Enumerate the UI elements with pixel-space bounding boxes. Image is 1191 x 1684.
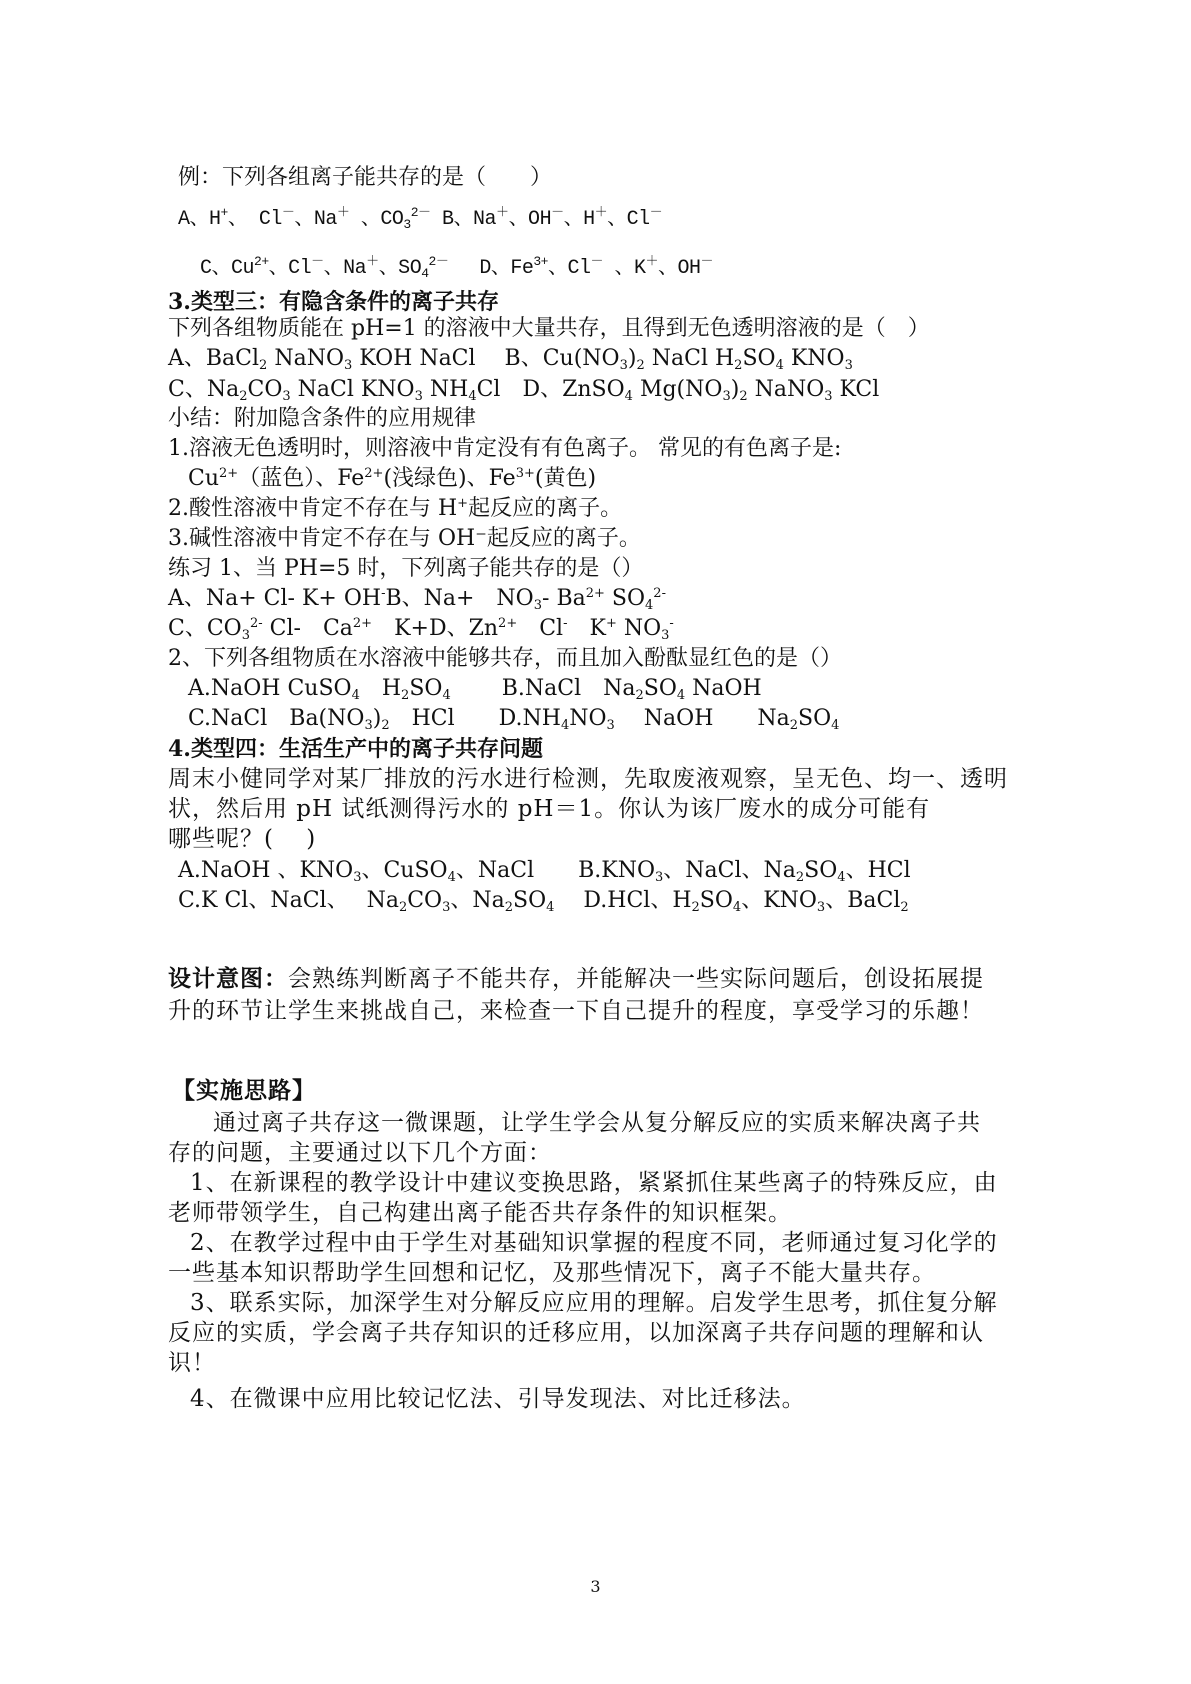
type3-options-cd: C、$Na_2CO_3$ NaCl $KNO_3$ $NH_4Cl$ D、ZnSO$_4$ $Mg(NO_3)_2$ NaNO$_3$ KCl <box>168 377 880 404</box>
type3-question: 下列各组物质能在 pH=1 的溶液中大量共存，且得到无色透明溶液的是（ ） <box>168 316 930 341</box>
implementation-p1-line-2: 存的问题，主要通过以下几个方面： <box>168 1140 552 1166</box>
page-number: 3 <box>590 1577 601 1596</box>
section-heading-type3: 3.类型三：有隐含条件的离子共存 <box>168 289 499 315</box>
design-intent-line-2: 升的环节让学生来挑战自己，来检查一下自己提升的程度，享受学习的乐趣！ <box>168 998 984 1024</box>
implementation-heading: 【实施思路】 <box>172 1077 316 1104</box>
implementation-p2-line-1: 1、在新课程的教学设计中建议变换思路，紧紧抓住某些离子的特殊反应，由 <box>190 1170 998 1196</box>
practice-1-options-ab: A、Na+ Cl- K+ OH-B、Na+ $NO_3-$ $Ba^{2+}$ $SO_4^{2-}$ <box>168 586 666 613</box>
implementation-p4-line-3: 识！ <box>168 1350 216 1376</box>
type4-options-ab: A.NaOH 、$KNO_3$、CuSO$_4$、NaCl $B.KNO_3$、NaCl、$Na_2SO_4$、HCl <box>178 858 911 885</box>
type4-question-line-1: 周末小健同学对某厂排放的污水进行检测，先取废液观察，呈无色、均一、透明 <box>168 766 1008 792</box>
type4-question-line-2: 状，然后用 pH 试纸测得污水的 pH＝1。你认为该厂废水的成分可能有 <box>168 796 931 822</box>
example-options-ab: A、H+、 Cl－、Na＋ 、$CO_3^{2-}$ B、Na＋、OH－、H＋、Cl－ <box>178 205 663 232</box>
example-options-cd: C、$Cu^{2+}$、Cl－、Na＋、$SO_4^{2-}$ D、$Fe^{3+}$、Cl－ 、K＋、OH－ <box>200 254 714 281</box>
example-question: 例：下列各组离子能共存的是（ ） <box>178 165 553 190</box>
summary-rule-1: 1.溶液无色透明时，则溶液中肯定没有有色离子。 常见的有色离子是: <box>168 436 842 461</box>
summary-rule-2: 2.酸性溶液中肯定不存在与 H+起反应的离子。 <box>168 496 623 521</box>
summary-title: 小结：附加隐含条件的应用规律 <box>168 406 477 431</box>
practice-2-options-ab: A.NaOH CuSO$_4$ $H_2SO_4$ B.NaCl $Na_2SO_4$ NaOH <box>188 676 762 703</box>
implementation-p3-line-1: 2、在教学过程中由于学生对基础知识掌握的程度不同，老师通过复习化学的 <box>190 1230 998 1256</box>
practice-2-options-cd: C.NaCl $Ba(NO_3)_2$ HCl $D.NH_4NO_3$ NaOH $Na_2SO_4$ <box>188 706 840 733</box>
practice-1-options-cd: C、$CO_3^{2-}$ Cl- $Ca^{2+}$ K+D、$Zn^{2+}$ Cl- K+ $NO_3^-$ <box>168 616 674 643</box>
implementation-p4-line-1: 3、联系实际，加深学生对分解反应应用的理解。启发学生思考，抓住复分解 <box>190 1290 998 1316</box>
type4-options-cd: C.K Cl、NaCl、 $Na_2CO_3$、$Na_2SO_4$ D.HCl、$H_2SO_4$、$KNO_3$、BaCl$_2$ <box>178 888 909 915</box>
implementation-p3-line-2: 一些基本知识帮助学生回想和记忆，及那些情况下，离子不能大量共存。 <box>168 1260 936 1286</box>
summary-rule-3: 3.碱性溶液中肯定不存在与 OH⁻起反应的离子。 <box>168 526 641 551</box>
summary-rule-1-colors: $Cu^{2+}$（蓝色）、$Fe^{2+}$(浅绿色)、$Fe^{3+}$(黄色) <box>188 466 597 491</box>
implementation-p4-line-2: 反应的实质，学会离子共存知识的迁移应用，以加深离子共存问题的理解和认 <box>168 1320 984 1346</box>
type3-options-ab: A、BaCl$_2$ NaNO$_3$ KOH NaCl B、$Cu(NO_3)_2$ NaCl $H_2SO_4$ $KNO_3$ <box>168 346 853 373</box>
implementation-p1-line-1: 通过离子共存这一微课题，让学生学会从复分解反应的实质来解决离子共 <box>213 1110 981 1136</box>
practice-2-question: 2、下列各组物质在水溶液中能够共存，而且加入酚酞显红色的是（） <box>168 646 842 671</box>
section-heading-type4: 4.类型四：生活生产中的离子共存问题 <box>168 736 543 762</box>
design-intent-line-1: 设计意图：会熟练判断离子不能共存，并能解决一些实际问题后，创设拓展提 <box>168 965 984 992</box>
implementation-p2-line-2: 老师带领学生，自己构建出离子能否共存条件的知识框架。 <box>168 1200 792 1226</box>
type4-question-line-3: 哪些呢？( ) <box>168 826 317 852</box>
implementation-p5: 4、在微课中应用比较记忆法、引导发现法、对比迁移法。 <box>190 1386 806 1412</box>
practice-1-question: 练习 1、当 PH=5 时，下列离子能共存的是（） <box>168 556 644 581</box>
